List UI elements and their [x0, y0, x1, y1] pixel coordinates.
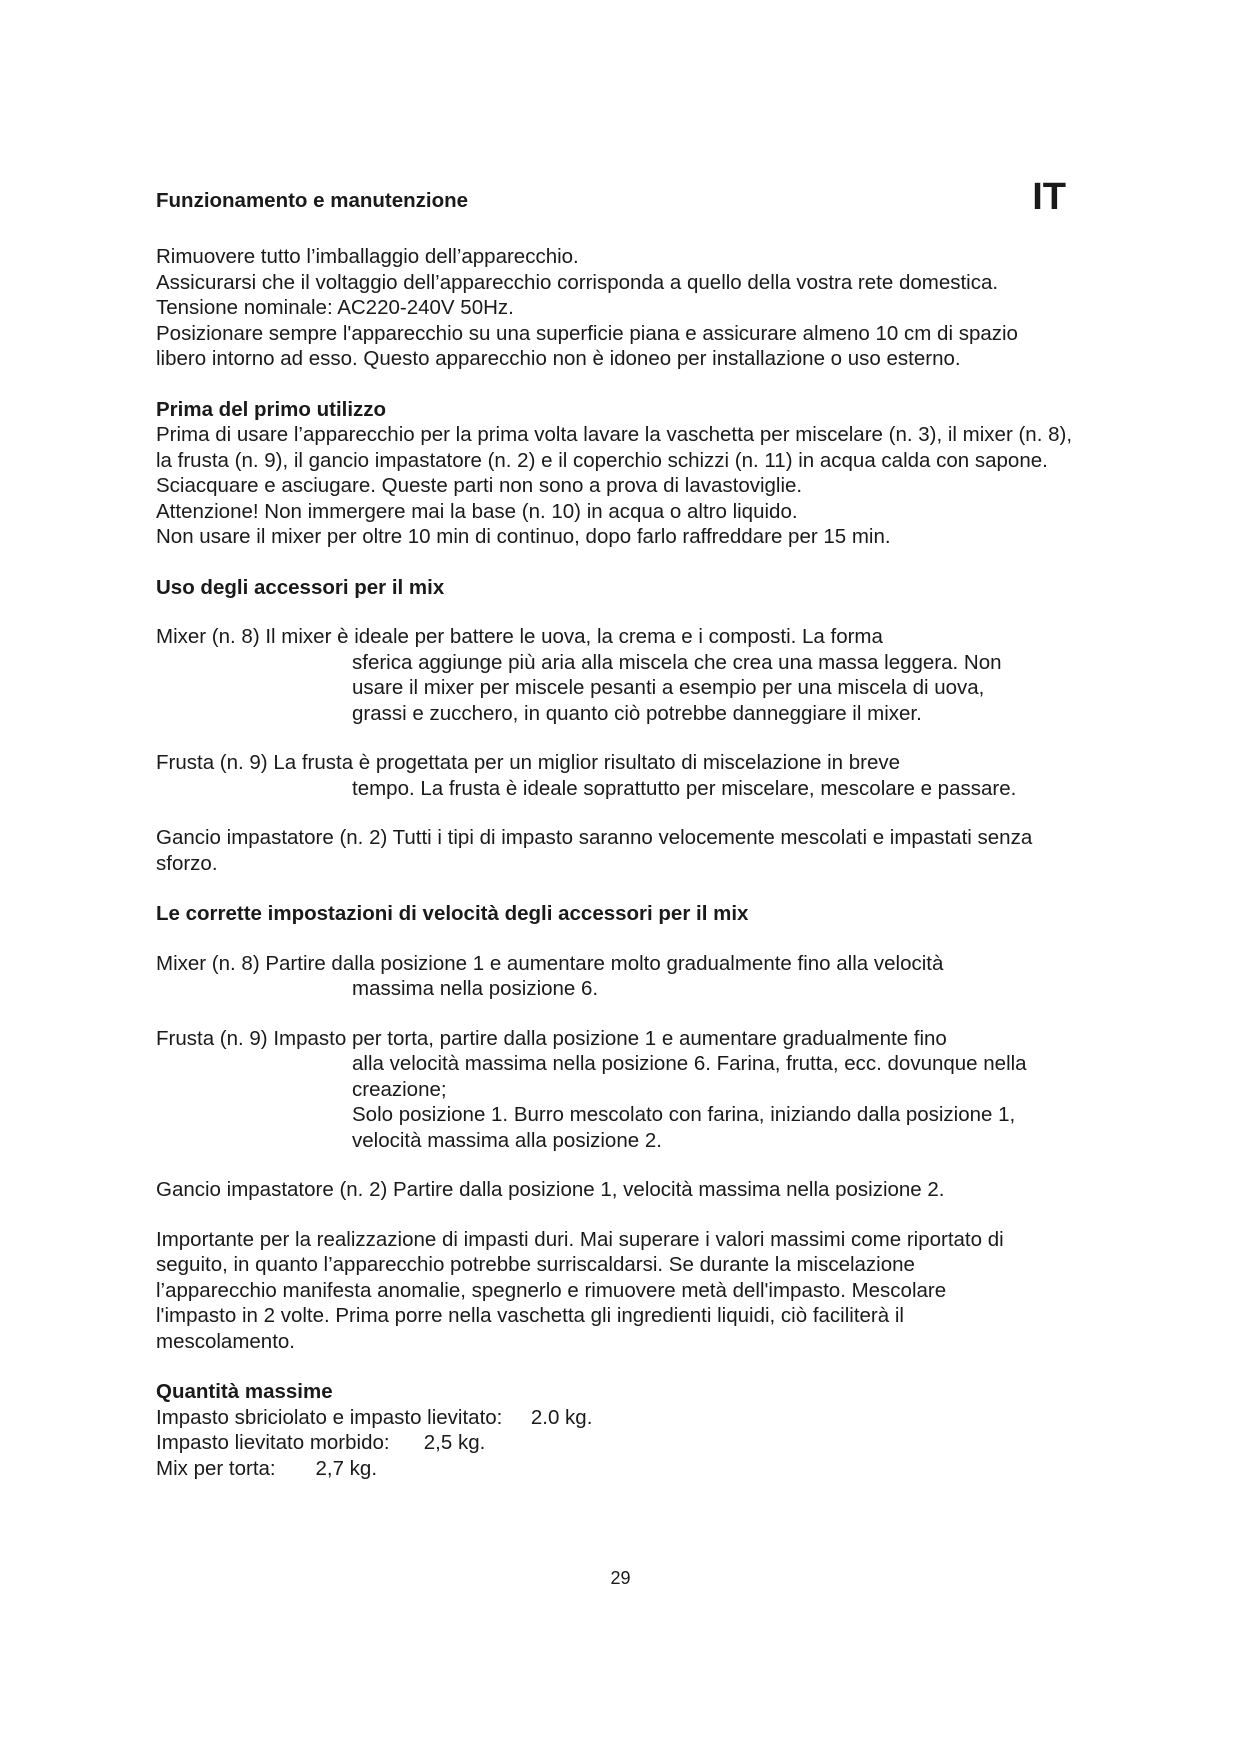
mixer-speed: [156, 951, 1096, 1002]
mixer-usage-first: Mixer (n. 8) Il mixer è ideale per battere le uova, la crema e i composti. La forma: [156, 625, 883, 648]
quantities-heading: Quantità massime: [156, 1380, 333, 1403]
first-use-line-1: Prima di usare l’apparecchio per la prima volta lavare la vaschetta per miscelare (n. 3), il mixer (n. 8), la frusta (n. 9), il gancio impastatore (n. 2) e il coperchio schizzi (n. 11) in acqua calda con sapone. Sciacquare e asciugare. Queste parti non sono a prova di lavastoviglie.: [156, 423, 1073, 497]
mixer-speed-cont: massima nella posizione 6.: [352, 977, 599, 1000]
important-note: Importante per la realizzazione di impasti duri. Mai superare i valori massimi come riportato di seguito, in quanto l’apparecchio potrebbe surriscaldarsi. Se durante la miscelazione l’apparecchio manifesta anomalie, spegnerlo e rimuovere metà dell'impasto. Mescolare l'impasto in 2 volte. Prima porre nella vaschetta gli ingredienti liquidi, ciò faciliterà il mescolamento.: [156, 1227, 1004, 1353]
quantity-row-1: Impasto sbriciolato e impasto lievitato: 2.0 kg.: [156, 1405, 593, 1429]
whisk-speed-cont: alla velocità massima nella posizione 6. Farina, frutta, ecc. dovunque nella creazione; Solo posizione 1. Burro mescolato con farina, iniziando dalla posizione 1, velocità massima alla posizione 2.: [352, 1052, 1027, 1152]
page-header: [156, 176, 1066, 232]
first-use-line-2: Attenzione! Non immergere mai la base (n. 10) in acqua o altro liquido.: [156, 499, 798, 523]
intro-line-4: Posizionare sempre l'apparecchio su una superficie piana e assicurare almeno 10 cm di spazio libero intorno ad esso. Questo apparecchio non è idoneo per installazione o uso esterno.: [156, 321, 1018, 370]
page-content: [156, 244, 1096, 1481]
intro-line-1: Rimuovere tutto l’imballaggio dell’apparecchio.: [156, 245, 579, 268]
first-use-line-3: Non usare il mixer per oltre 10 min di continuo, dopo farlo raffreddare per 15 min.: [156, 525, 891, 548]
accessories-heading: Uso degli accessori per il mix: [156, 575, 445, 599]
section-title: Funzionamento e manutenzione: [156, 189, 469, 212]
whisk-speed-first: Frusta (n. 9) Impasto per torta, partire dalla posizione 1 e aumentare gradualmente fino: [156, 1026, 947, 1050]
whisk-speed: [156, 1026, 1096, 1154]
whisk-usage: [156, 750, 1096, 801]
intro-line-2: Assicurarsi che il voltaggio dell’apparecchio corrisponda a quello della vostra rete domestica.: [156, 270, 999, 294]
mixer-usage-cont: sferica aggiunge più aria alla miscela che crea una massa leggera. Non usare il mixer per miscele pesanti a esempio per una miscela di uova, grassi e zucchero, in quanto ciò potrebbe danneggiare il mixer.: [352, 650, 1002, 725]
page-number: 29: [610, 1568, 631, 1588]
intro-line-3: Tensione nominale: AC220-240V 50Hz.: [156, 296, 514, 319]
quantity-row-2: Impasto lievitato morbido: 2,5 kg.: [156, 1431, 486, 1454]
mixer-speed-first: Mixer (n. 8) Partire dalla posizione 1 e aumentare molto gradualmente fino alla velocità: [156, 951, 944, 975]
first-use-heading: Prima del primo utilizzo: [156, 397, 387, 421]
language-code: IT: [1032, 176, 1066, 218]
whisk-usage-cont: tempo. La frusta è ideale soprattutto per miscelare, mescolare e passare.: [352, 776, 1017, 800]
mixer-usage: [156, 624, 1096, 726]
quantity-row-3: Mix per torta: 2,7 kg.: [156, 1456, 378, 1480]
speed-heading: Le corrette impostazioni di velocità degli accessori per il mix: [156, 902, 749, 925]
hook-usage: Gancio impastatore (n. 2) Tutti i tipi di impasto saranno velocemente mescolati e impastati senza sforzo.: [156, 826, 1033, 875]
hook-speed: Gancio impastatore (n. 2) Partire dalla posizione 1, velocità massima nella posizione 2.: [156, 1178, 945, 1201]
whisk-usage-first: Frusta (n. 9) La frusta è progettata per un miglior risultato di miscelazione in breve: [156, 751, 901, 774]
